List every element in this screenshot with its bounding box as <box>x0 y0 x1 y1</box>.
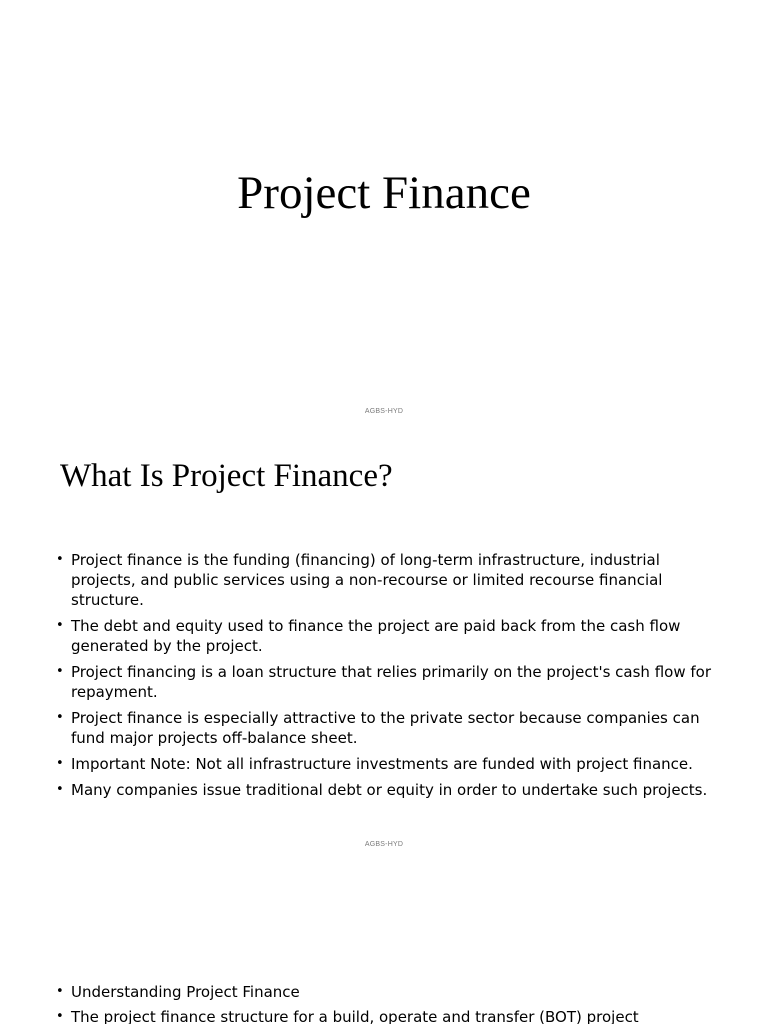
slide-heading: What Is Project Finance? <box>60 458 393 494</box>
bullet-icon: • <box>56 710 64 725</box>
bullet-text: Project financing is a loan structure that relies primarily on the project's cash flow for repayment. <box>71 663 711 701</box>
bullet-item <box>56 1007 716 1024</box>
bullet-item <box>56 780 716 800</box>
slide-title <box>0 0 768 432</box>
bullet-text: Important Note: Not all infrastructure investments are funded with project finance. <box>71 755 693 773</box>
bullet-text: Project finance is especially attractive to the private sector because companies can fund major projects off-balance sheet. <box>71 709 700 747</box>
bullet-list <box>56 550 716 806</box>
bullet-icon: • <box>56 552 64 567</box>
bullet-item <box>56 708 716 748</box>
bullet-item <box>56 982 716 1002</box>
bullet-text: Many companies issue traditional debt or equity in order to undertake such projects. <box>71 781 708 799</box>
bullet-item <box>56 754 716 774</box>
bullet-icon: • <box>56 618 64 633</box>
bullet-text: Understanding Project Finance <box>71 983 300 1001</box>
bullet-item <box>56 662 716 702</box>
slide-title-heading: Project Finance <box>237 167 531 219</box>
bullet-list <box>56 982 716 1024</box>
slide-what-is-project-finance <box>0 432 768 864</box>
bullet-text: The project finance structure for a build, operate and transfer (BOT) project <box>71 1008 639 1024</box>
bullet-icon: • <box>56 984 64 999</box>
slide-footer: AGBS-HYD <box>364 841 404 848</box>
bullet-icon: • <box>56 1009 64 1024</box>
bullet-icon: • <box>56 664 64 679</box>
bullet-icon: • <box>56 782 64 797</box>
bullet-item <box>56 616 716 656</box>
bullet-text: Project finance is the funding (financing) of long-term infrastructure, industrial projects, and public services using a non-recourse or limited recourse financial structure. <box>71 551 663 609</box>
slide-understanding-project-finance <box>0 864 768 1024</box>
slide-footer: AGBS-HYD <box>364 408 404 415</box>
bullet-item <box>56 550 716 610</box>
bullet-icon: • <box>56 756 64 771</box>
bullet-text: The debt and equity used to finance the project are paid back from the cash flow generated by the project. <box>71 617 681 655</box>
